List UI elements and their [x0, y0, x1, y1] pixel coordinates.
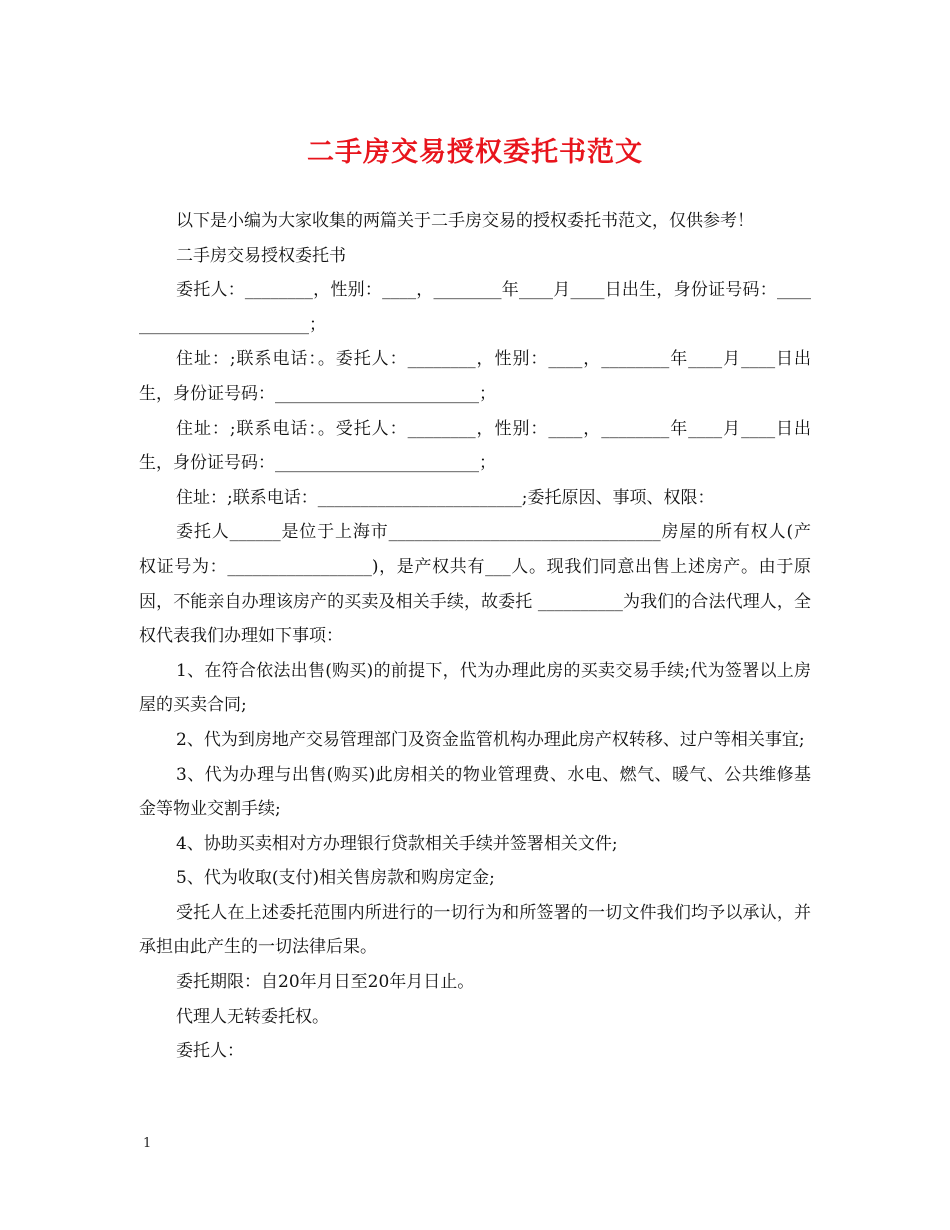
paragraph-item-4: 4、协助买卖相对方办理银行贷款相关手续并签署相关文件; [176, 833, 618, 854]
paragraph-term: 委托期限：自20年月日至20年月日止。 [176, 972, 475, 993]
paragraph-signature-principal: 委托人： [176, 1041, 244, 1062]
paragraph-item-2: 2、代为到房地产交易管理部门及资金监管机构办理此房产权转移、过户等相关事宜; [176, 729, 805, 750]
paragraph-no-subdelegation: 代理人无转委托权。 [176, 1006, 329, 1027]
paragraph-item-3: 3、代为办理与出售(购买)此房相关的物业管理费、水电、燃气、暖气、公共维修基金等物业交割手续; [139, 764, 811, 820]
paragraph-principal-2: 住址：;联系电话：。委托人：________，性别：____，________年____月____日出生，身份证号码：________________________； [139, 349, 811, 404]
paragraph-subtitle: 二手房交易授权委托书 [176, 245, 346, 266]
paragraph-principal-1: 委托人：________，性别：____，________年____月____日出生，身份证号码：________________________； [139, 280, 811, 335]
paragraph-intro: 以下是小编为大家收集的两篇关于二手房交易的授权委托书范文，仅供参考！ [176, 211, 754, 231]
paragraph-agent: 住址：;联系电话：。受托人：________，性别：____，________年____月____日出生，身份证号码：________________________； [139, 418, 811, 474]
paragraph-ownership: 委托人______是位于上海市________________________________房屋的所有权人(产权证号为：_________________)，是产权共有___人。现我们同意出售上述房产。由于原因，不能亲自办理该房产的买卖及相关手续，故委托 __________为我们的合法代理人，全权代表我们办理如下事项： [139, 522, 811, 647]
page-number: 1 [143, 1136, 152, 1151]
document-body [139, 204, 811, 1069]
paragraph-reason: 住址：;联系电话：________________________;委托原因、事项、权限： [176, 487, 715, 508]
paragraph-item-1: 1、在符合依法出售(购买)的前提下，代为办理此房的买卖交易手续;代为签署以上房屋的买卖合同; [139, 660, 811, 716]
paragraph-consent: 受托人在上述委托范围内所进行的一切行为和所签署的一切文件我们均予以承认，并承担由此产生的一切法律后果。 [139, 902, 811, 958]
document-title: 二手房交易授权委托书范文 [307, 137, 643, 168]
paragraph-item-5: 5、代为收取(支付)相关售房款和购房定金; [176, 868, 495, 889]
